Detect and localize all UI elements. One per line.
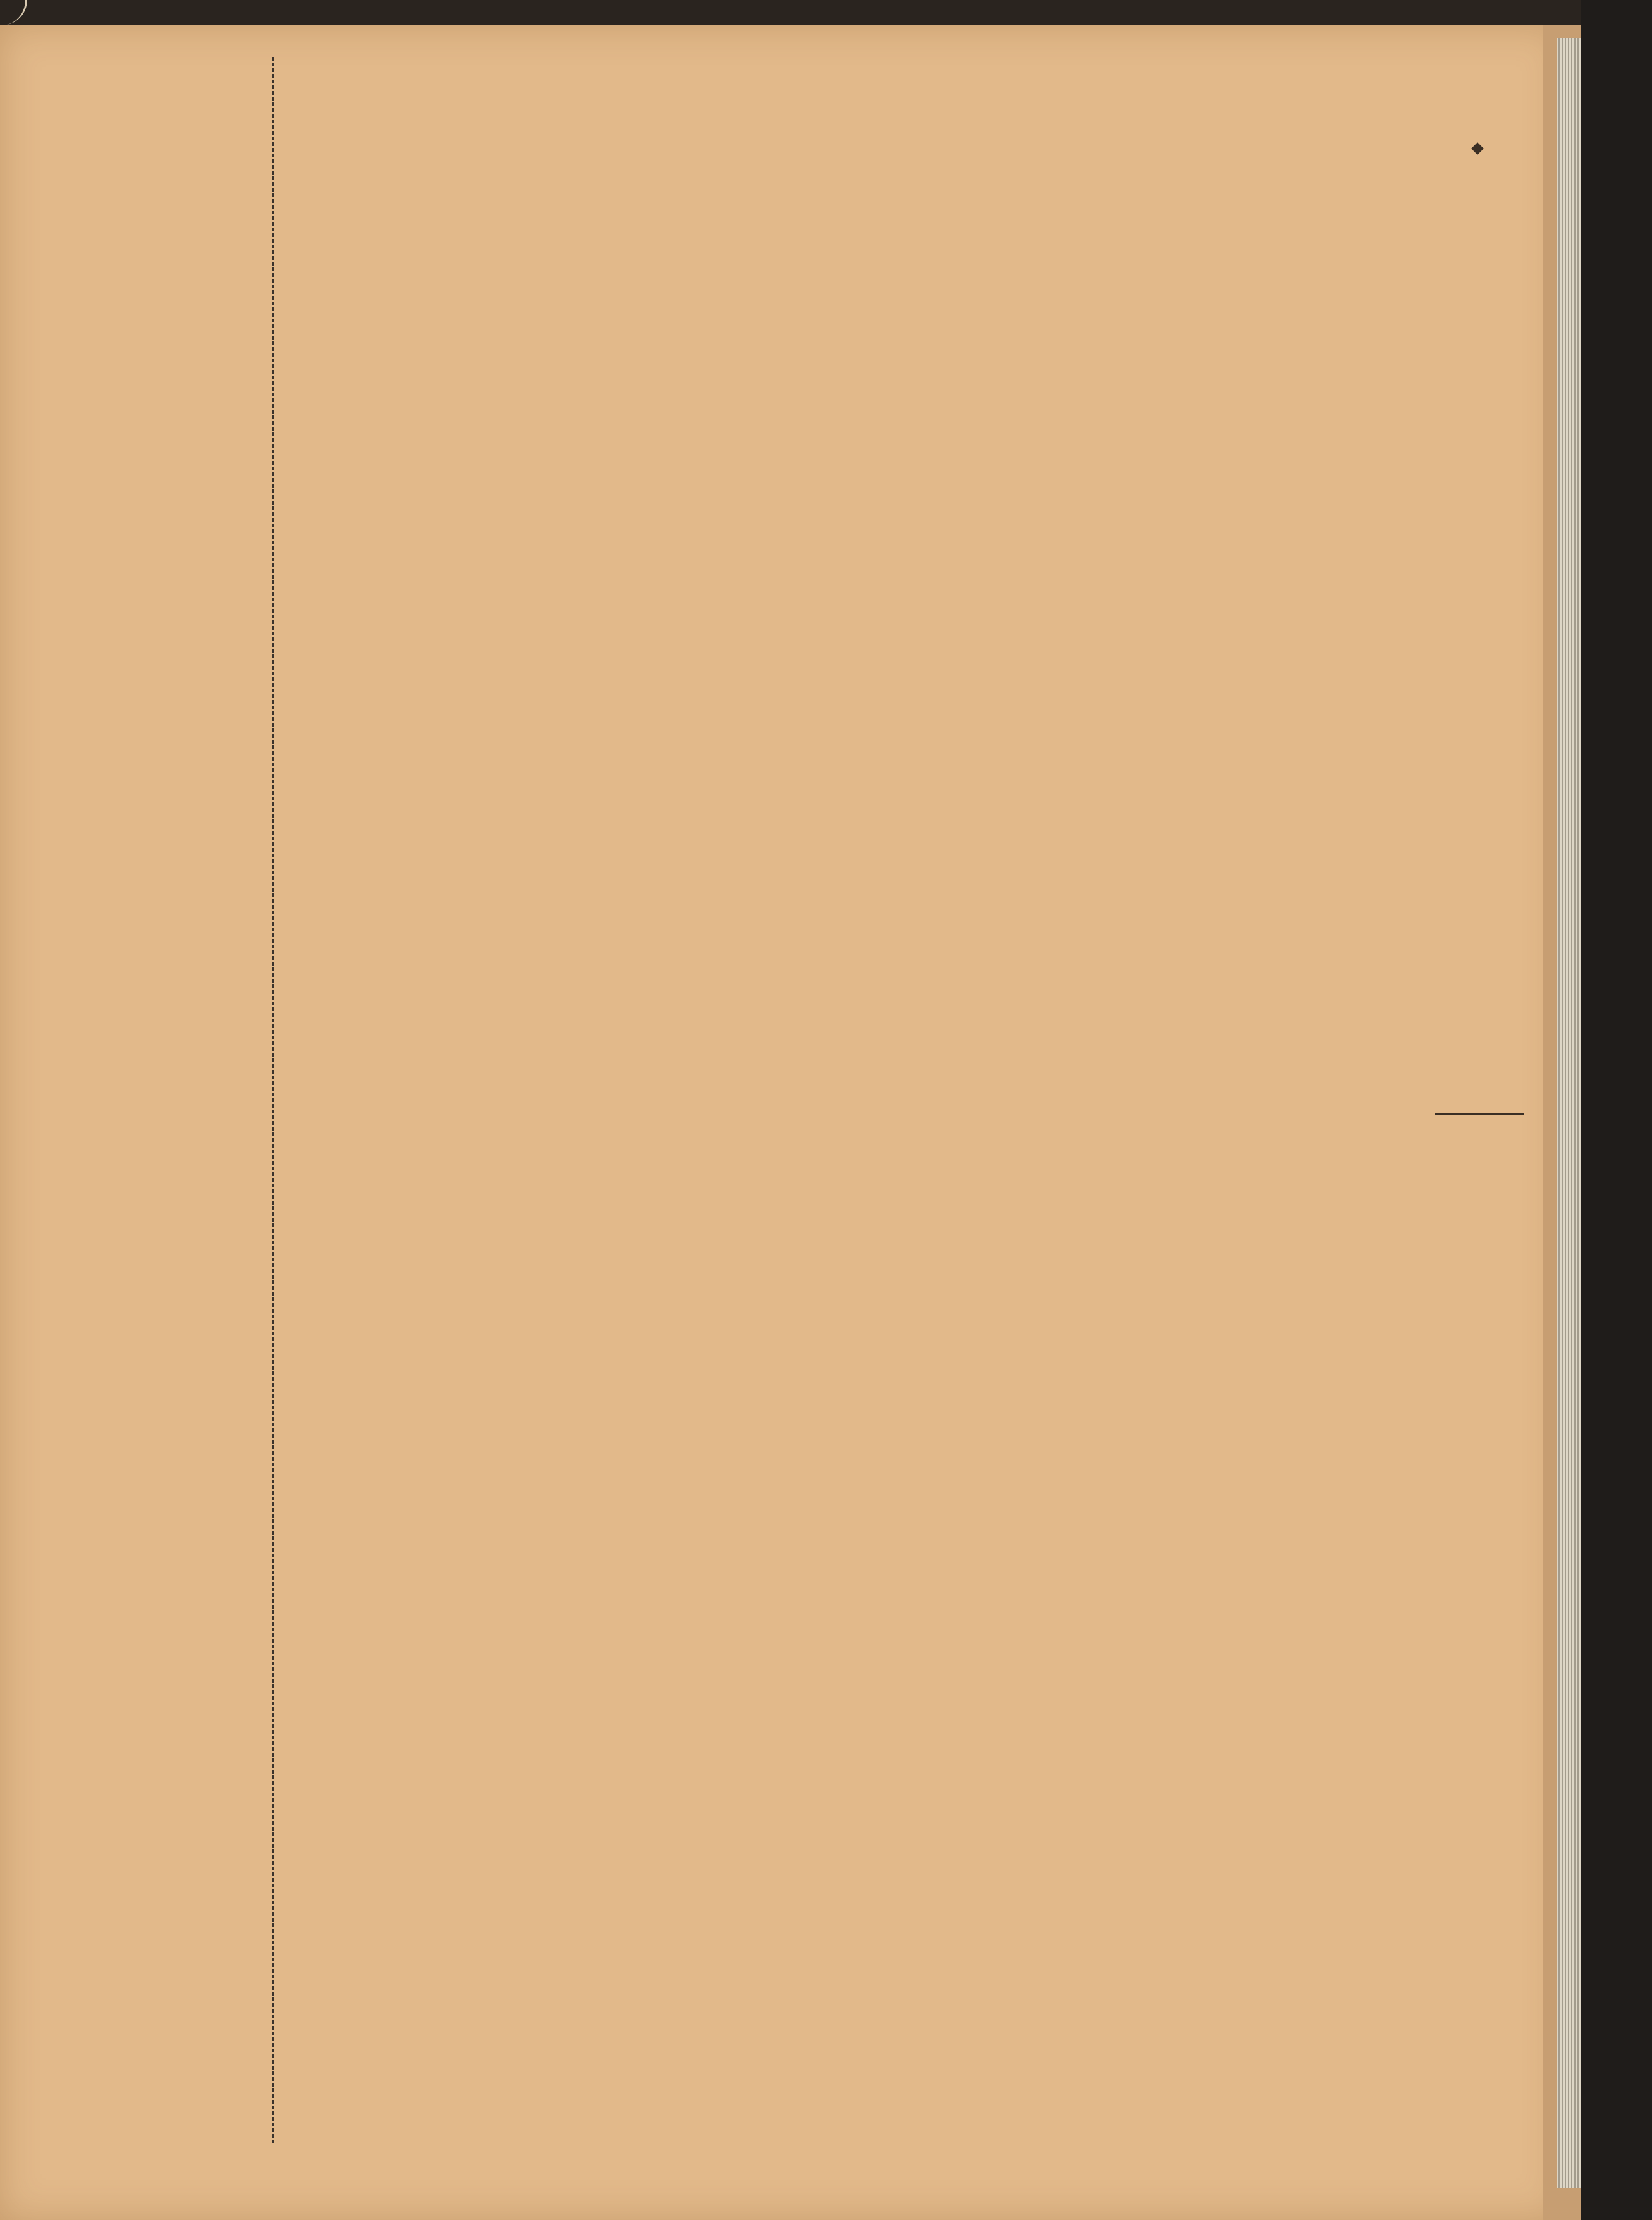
page-stack-edges [1557,38,1582,2188]
book-binding [1581,0,1652,2220]
rotated-table-page [70,19,1498,2143]
page-corner [0,0,27,25]
header-dashed-rule [272,57,274,2143]
